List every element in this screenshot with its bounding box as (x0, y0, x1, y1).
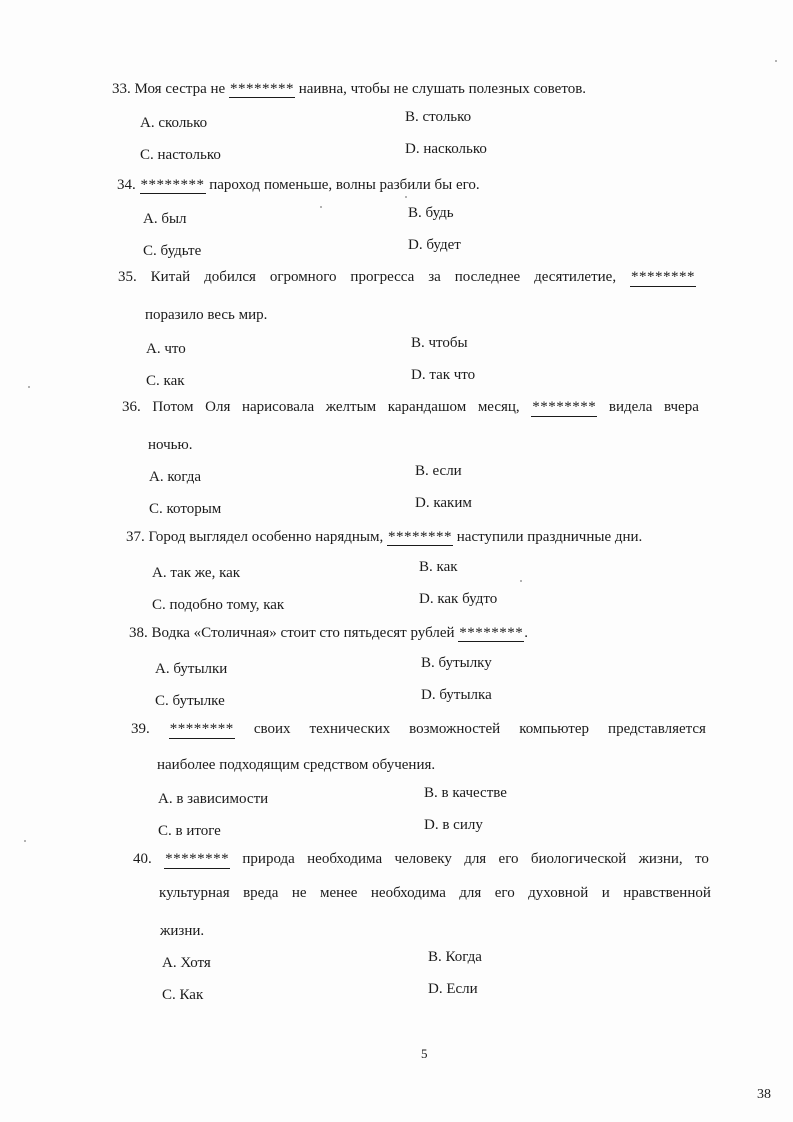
option-d: D. как будто (419, 591, 498, 607)
question-text: пароход поменьше, волны разбили бы его. (209, 177, 480, 193)
scan-speck (520, 580, 522, 582)
question-word: биологической (530, 851, 627, 867)
question-word: добился (204, 269, 256, 285)
question-word: прогресса (350, 269, 415, 285)
option-b: B. в качестве (424, 785, 507, 801)
option-b: B. если (415, 463, 462, 479)
question-number: 40. (133, 851, 152, 867)
answer-blank: ******** (140, 177, 205, 193)
question-number: 36. (122, 399, 141, 415)
option-a: A. сколько (140, 115, 208, 131)
option-a: A. в зависимости (158, 791, 269, 807)
answer-blank: ******** (459, 625, 524, 641)
option-d: D. в силу (424, 817, 483, 833)
option-a: A. так же, как (152, 565, 241, 581)
scan-speck (775, 60, 777, 62)
question-continuation (159, 884, 711, 902)
question-continuation: ночью. (148, 437, 193, 453)
option-d: D. будет (408, 237, 461, 253)
question-continuation: поразило весь мир. (145, 307, 268, 323)
question-word: своих (253, 721, 291, 737)
question-word: то (695, 851, 709, 867)
question-text: Моя сестра не (134, 81, 226, 97)
question-word: человеку (394, 851, 452, 867)
scan-speck (320, 206, 322, 208)
question-word: огромного (269, 269, 337, 285)
option-c: C. настолько (140, 147, 221, 163)
question-word: вреда (243, 885, 279, 901)
question-number: 33. (112, 81, 131, 97)
option-c: C. как (146, 373, 185, 389)
corner-page-number: 38 (757, 1087, 771, 1102)
option-b: B. бутылку (421, 655, 492, 671)
question-word: для (464, 851, 487, 867)
option-d: D. Если (428, 981, 478, 997)
question-number: 37. (126, 529, 145, 545)
scan-speck (405, 196, 407, 198)
option-d: D. насколько (405, 141, 487, 157)
question-word: необходима (370, 885, 446, 901)
question-word: десятилетие, (534, 269, 617, 285)
question-word: Потом (152, 399, 194, 415)
option-b: B. столько (405, 109, 472, 125)
question-word: видела (608, 399, 653, 415)
question-word: культурная (159, 885, 230, 901)
question-number: 38. (129, 625, 148, 641)
question-word: возможностей (409, 721, 501, 737)
question-continuation: жизни. (160, 923, 205, 939)
answer-blank: ******** (631, 269, 695, 285)
question-word: месяц, (477, 399, 520, 415)
option-b: B. Когда (428, 949, 482, 965)
question-word: жизни, (638, 851, 683, 867)
question-word: необходима (307, 851, 383, 867)
question-number: 35. (118, 269, 137, 285)
option-a: A. что (146, 341, 186, 357)
option-c: C. подобно тому, как (152, 597, 285, 613)
option-d: D. так что (411, 367, 476, 383)
question-33 (112, 80, 586, 98)
option-a: A. Хотя (162, 955, 211, 971)
question-word: Китай (150, 269, 191, 285)
question-word: представляется (608, 721, 706, 737)
question-text: наступили праздничные дни. (456, 529, 643, 545)
question-word: технических (309, 721, 391, 737)
question-text: наивна, чтобы не слушать полезных советов. (298, 81, 587, 97)
answer-blank: ******** (169, 721, 234, 737)
question-35 (118, 268, 696, 287)
option-d: D. каким (415, 495, 472, 511)
question-40 (133, 850, 709, 869)
option-c: C. будьте (143, 243, 202, 259)
question-word: нарисовала (241, 399, 315, 415)
option-c: C. в итоге (158, 823, 221, 839)
question-word: его (494, 885, 515, 901)
question-continuation: наиболее подходящим средством обучения. (157, 757, 436, 773)
question-word: вчера (664, 399, 699, 415)
option-b: B. как (419, 559, 458, 575)
question-word: карандашом (387, 399, 467, 415)
question-word: компьютер (519, 721, 590, 737)
question-word: последнее (454, 269, 521, 285)
question-word: желтым (325, 399, 377, 415)
question-text: Водка «Столичная» стоит сто пятьдесят рублей (151, 625, 455, 641)
question-word: и (601, 885, 610, 901)
option-b: B. будь (408, 205, 454, 221)
question-word: духовной (528, 885, 589, 901)
option-b: B. чтобы (411, 335, 468, 351)
option-a: A. был (143, 211, 187, 227)
question-34 (117, 176, 480, 194)
question-word: нравственной (623, 885, 711, 901)
option-a: A. когда (149, 469, 202, 485)
question-36 (122, 398, 699, 417)
question-number: 39. (131, 721, 150, 737)
answer-blank: ******** (532, 399, 597, 415)
question-number: 34. (117, 177, 136, 193)
option-c: C. которым (149, 501, 222, 517)
question-39 (131, 720, 706, 739)
scan-speck (28, 386, 30, 388)
question-word: Оля (205, 399, 231, 415)
answer-blank: ******** (165, 851, 230, 867)
question-word: для (459, 885, 482, 901)
option-c: C. бутылке (155, 693, 225, 709)
question-37 (126, 528, 642, 546)
option-a: A. бутылки (155, 661, 228, 677)
question-word: менее (319, 885, 358, 901)
answer-blank: ******** (388, 529, 453, 545)
question-text: . (524, 625, 529, 641)
question-text: Город выглядел особенно нарядным, (148, 529, 384, 545)
question-word: за (428, 269, 441, 285)
option-d: D. бутылка (421, 687, 492, 703)
question-word: его (498, 851, 519, 867)
answer-blank: ******** (229, 81, 294, 97)
page-number: 5 (421, 1046, 428, 1061)
option-c: C. Как (162, 987, 204, 1003)
question-38 (129, 624, 528, 642)
question-word: не (291, 885, 307, 901)
scan-speck (24, 840, 26, 842)
question-word: природа (242, 851, 295, 867)
